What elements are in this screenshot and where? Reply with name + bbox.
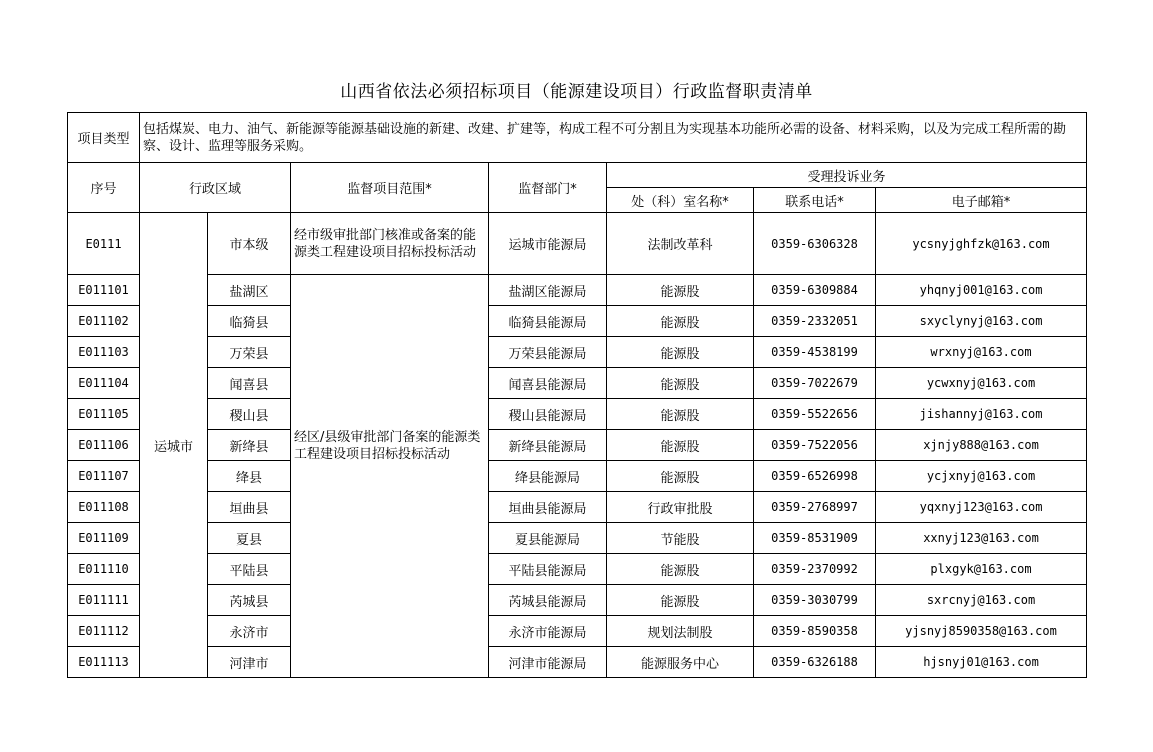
row-email: ycwxnyj@163.com: [876, 368, 1087, 399]
row-email: xxnyj123@163.com: [876, 523, 1087, 554]
table-row: [68, 554, 1087, 585]
row-id: E011106: [68, 430, 140, 461]
row-office: 能源股: [607, 275, 754, 306]
row-office: 能源股: [607, 306, 754, 337]
row-office: 能源股: [607, 399, 754, 430]
row-dept: 河津市能源局: [489, 647, 607, 678]
row-office: 能源股: [607, 368, 754, 399]
row-id: E011104: [68, 368, 140, 399]
row-dept: 新绛县能源局: [489, 430, 607, 461]
row-email: yjsnyj8590358@163.com: [876, 616, 1087, 647]
row-id: E011111: [68, 585, 140, 616]
row-district: 稷山县: [208, 399, 291, 430]
row-id: E011108: [68, 492, 140, 523]
row-id: E011102: [68, 306, 140, 337]
row-office: 能源股: [607, 461, 754, 492]
row-district: 永济市: [208, 616, 291, 647]
header-office: 处（科）室名称*: [607, 188, 754, 213]
table-row: [68, 430, 1087, 461]
row-email: ycjxnyj@163.com: [876, 461, 1087, 492]
row-office: 能源股: [607, 430, 754, 461]
row-district: 平陆县: [208, 554, 291, 585]
row-district: 夏县: [208, 523, 291, 554]
row-dept: 稷山县能源局: [489, 399, 607, 430]
table-row: [68, 585, 1087, 616]
table-row: [68, 492, 1087, 523]
table-row: [68, 368, 1087, 399]
row-dept: 运城市能源局: [489, 213, 607, 275]
row-phone: 0359-6326188: [754, 647, 876, 678]
scope-city: 经市级审批部门核准或备案的能源类工程建设项目招标投标活动: [291, 213, 489, 275]
row-district: 临猗县: [208, 306, 291, 337]
supervision-table: [67, 112, 1087, 678]
row-district: 垣曲县: [208, 492, 291, 523]
header-seq: 序号: [68, 163, 140, 213]
row-office: 规划法制股: [607, 616, 754, 647]
table-row: [68, 337, 1087, 368]
row-office: 能源服务中心: [607, 647, 754, 678]
row-office: 法制改革科: [607, 213, 754, 275]
row-district: 绛县: [208, 461, 291, 492]
row-phone: 0359-2332051: [754, 306, 876, 337]
row-id: E011109: [68, 523, 140, 554]
row-phone: 0359-2370992: [754, 554, 876, 585]
row-district: 盐湖区: [208, 275, 291, 306]
row-district: 河津市: [208, 647, 291, 678]
row-id: E011107: [68, 461, 140, 492]
row-id: E0111: [68, 213, 140, 275]
table-row: [68, 213, 1087, 275]
row-phone: 0359-8590358: [754, 616, 876, 647]
table-row: [68, 523, 1087, 554]
row-phone: 0359-6309884: [754, 275, 876, 306]
row-id: E011113: [68, 647, 140, 678]
row-email: plxgyk@163.com: [876, 554, 1087, 585]
row-id: E011112: [68, 616, 140, 647]
row-phone: 0359-6306328: [754, 213, 876, 275]
table-row: [68, 275, 1087, 306]
row-dept: 绛县能源局: [489, 461, 607, 492]
row-office: 能源股: [607, 554, 754, 585]
row-office: 能源股: [607, 337, 754, 368]
row-email: sxrcnyj@163.com: [876, 585, 1087, 616]
row-id: E011105: [68, 399, 140, 430]
row-phone: 0359-8531909: [754, 523, 876, 554]
table-row: [68, 647, 1087, 678]
row-email: wrxnyj@163.com: [876, 337, 1087, 368]
header-phone: 联系电话*: [754, 188, 876, 213]
row-phone: 0359-5522656: [754, 399, 876, 430]
row-office: 行政审批股: [607, 492, 754, 523]
row-phone: 0359-7522056: [754, 430, 876, 461]
row-dept: 临猗县能源局: [489, 306, 607, 337]
row-district: 新绛县: [208, 430, 291, 461]
row-phone: 0359-7022679: [754, 368, 876, 399]
row-district: 万荣县: [208, 337, 291, 368]
header-dept: 监督部门*: [489, 163, 607, 213]
project-type-label: 项目类型: [68, 113, 140, 163]
row-email: yhqnyj001@163.com: [876, 275, 1087, 306]
row-dept: 闻喜县能源局: [489, 368, 607, 399]
header-complaint: 受理投诉业务: [607, 163, 1087, 188]
row-email: hjsnyj01@163.com: [876, 647, 1087, 678]
row-office: 节能股: [607, 523, 754, 554]
row-dept: 芮城县能源局: [489, 585, 607, 616]
row-district: 闻喜县: [208, 368, 291, 399]
row-email: ycsnyjghfzk@163.com: [876, 213, 1087, 275]
row-id: E011110: [68, 554, 140, 585]
row-dept: 永济市能源局: [489, 616, 607, 647]
row-phone: 0359-3030799: [754, 585, 876, 616]
project-type-description: 包括煤炭、电力、油气、新能源等能源基础设施的新建、改建、扩建等，构成工程不可分割且为实现基本功能所必需的设备、材料采购，以及为完成工程所需的勘察、设计、监理等服务采购。: [140, 113, 1087, 163]
row-district: 芮城县: [208, 585, 291, 616]
row-office: 能源股: [607, 585, 754, 616]
row-dept: 垣曲县能源局: [489, 492, 607, 523]
row-email: xjnjy888@163.com: [876, 430, 1087, 461]
project-type-row: [68, 113, 1087, 163]
row-email: jishannyj@163.com: [876, 399, 1087, 430]
header-row: [68, 163, 1087, 188]
table-row: [68, 306, 1087, 337]
page-title: 山西省依法必须招标项目（能源建设项目）行政监督职责清单: [340, 82, 813, 102]
table-row: [68, 461, 1087, 492]
scope-county: 经区/县级审批部门备案的能源类工程建设项目招标投标活动: [291, 275, 489, 678]
row-dept: 盐湖区能源局: [489, 275, 607, 306]
row-email: yqxnyj123@163.com: [876, 492, 1087, 523]
row-phone: 0359-2768997: [754, 492, 876, 523]
row-dept: 平陆县能源局: [489, 554, 607, 585]
row-id: E011101: [68, 275, 140, 306]
row-district: 市本级: [208, 213, 291, 275]
row-dept: 夏县能源局: [489, 523, 607, 554]
row-id: E011103: [68, 337, 140, 368]
row-email: sxyclynyj@163.com: [876, 306, 1087, 337]
row-phone: 0359-4538199: [754, 337, 876, 368]
table-row: [68, 616, 1087, 647]
city-cell: 运城市: [140, 213, 208, 678]
header-email: 电子邮箱*: [876, 188, 1087, 213]
row-dept: 万荣县能源局: [489, 337, 607, 368]
table-row: [68, 399, 1087, 430]
header-region: 行政区域: [140, 163, 291, 213]
header-scope: 监督项目范围*: [291, 163, 489, 213]
row-phone: 0359-6526998: [754, 461, 876, 492]
